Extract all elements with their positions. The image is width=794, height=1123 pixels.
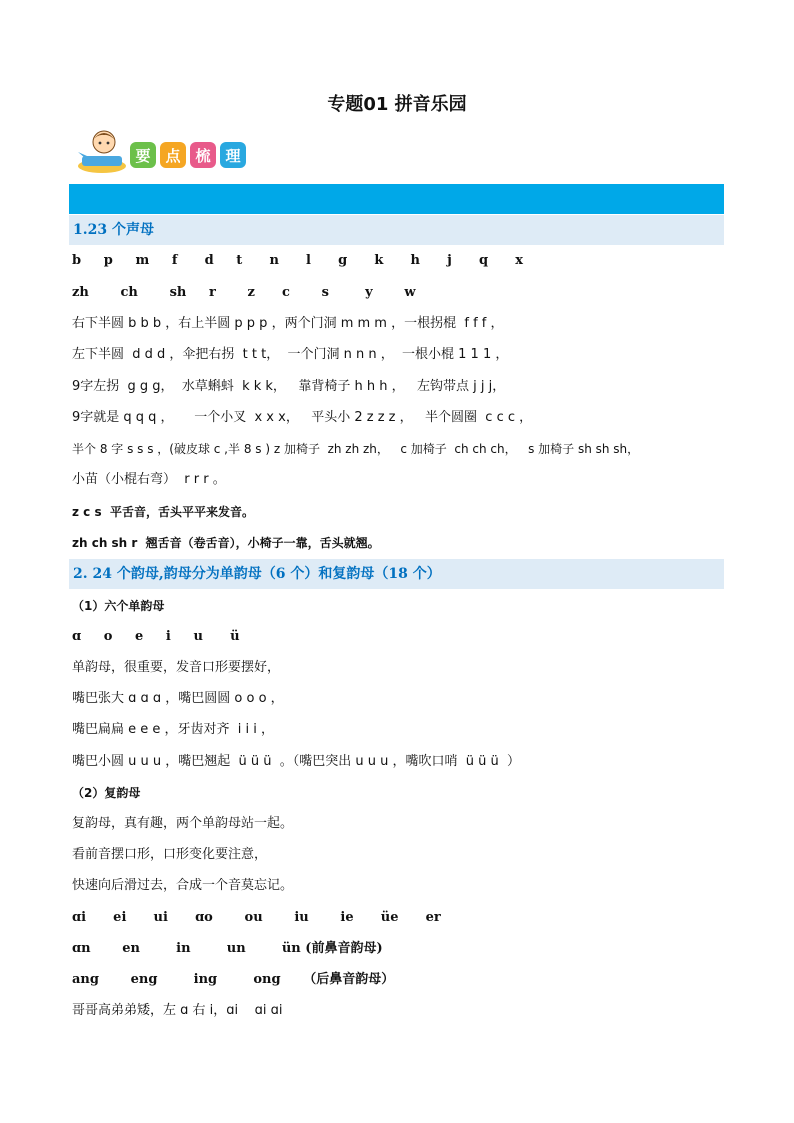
key-points-badges xyxy=(130,142,246,168)
rhyme-line: 嘴巴张大 ɑ ɑ ɑ ，嘴巴圆圆 o o o ， xyxy=(72,691,284,706)
subheading-simple-finals: （1）六个单韵母 xyxy=(72,599,165,613)
rhyme-line: 9字左拐 g g g， 水草蝌蚪 k k k， 靠背椅子 h h h ， 左钩带点 j j j， xyxy=(72,379,506,394)
retroflex-note: zh ch sh r 翘舌音（卷舌音），小椅子一靠，舌头就翘。 xyxy=(72,536,380,550)
rhyme-line: 哥哥高弟弟矮，左 ɑ 右 i，ɑi ɑi ɑi xyxy=(72,1003,283,1018)
section-heading-finals: 2. 24 个韵母,韵母分为单韵母（6 个）和复韵母（18 个） xyxy=(69,559,724,589)
subheading-compound-finals: （2）复韵母 xyxy=(72,786,141,800)
header-bar xyxy=(69,184,724,214)
rhyme-line: 小苗（小棍右弯） r r r 。 xyxy=(72,472,226,487)
simple-finals-row: ɑ o e i u ü xyxy=(72,629,240,644)
compound-finals-row: ɑi ei ui ɑo ou iu ie üe er xyxy=(72,910,441,925)
back-nasal-finals-row: ang eng ing ong （后鼻音韵母） xyxy=(72,972,395,987)
badge-2: 点 xyxy=(160,142,186,168)
badge-4: 理 xyxy=(220,142,246,168)
rhyme-line: 9字就是 q q q ， 一个小叉 x x x， 平头小 2 z z z ， 半个圆圈 c c c ， xyxy=(72,410,533,425)
rhyme-line: 左下半圆 d d d ，伞把右拐 t t t， 一个门洞 n n n ， 一根小棍 1 1 1 ， xyxy=(72,347,509,362)
flat-tongue-note: z c s 平舌音，舌头平平来发音。 xyxy=(72,505,254,519)
rhyme-line: 嘴巴扁扁 e e e ，牙齿对齐 i i i ， xyxy=(72,722,275,737)
front-nasal-finals-row: ɑn en in un ün (前鼻音韵母) xyxy=(72,941,383,956)
rhyme-line: 嘴巴小圆 u u u ，嘴巴翘起 ü ü ü 。（嘴巴突出 u u u ，嘴吹口哨 ü ü ü ） xyxy=(72,754,521,769)
badge-1: 要 xyxy=(130,142,156,168)
rhyme-line: 快速向后滑过去，合成一个音莫忘记。 xyxy=(72,878,294,893)
rhyme-line: 单韵母，很重要，发音口形要摆好， xyxy=(72,660,281,675)
section-heading-initials: 1.23 个声母 xyxy=(69,215,724,245)
rhyme-line: 看前音摆口形，口形变化要注意， xyxy=(72,847,268,862)
initials-row-1: b p m f d t n l g k h j q x xyxy=(72,253,524,268)
page-title: 专题01 拼音乐园 xyxy=(327,94,467,115)
rhyme-line: 复韵母，真有趣，两个单韵母站一起。 xyxy=(72,816,294,831)
badge-3: 梳 xyxy=(190,142,216,168)
rhyme-line: 半个 8 字 s s s ，(破皮球 c ,半 8 s ) z 加椅子 zh zh zh， c 加椅子 ch ch ch， s 加椅子 sh sh sh， xyxy=(72,442,640,456)
rhyme-line: 右下半圆 b b b ，右上半圆 p p p ，两个门洞 m m m ，一根拐棍 f f f ， xyxy=(72,316,504,331)
initials-row-2: zh ch sh r z c s y w xyxy=(72,285,416,300)
